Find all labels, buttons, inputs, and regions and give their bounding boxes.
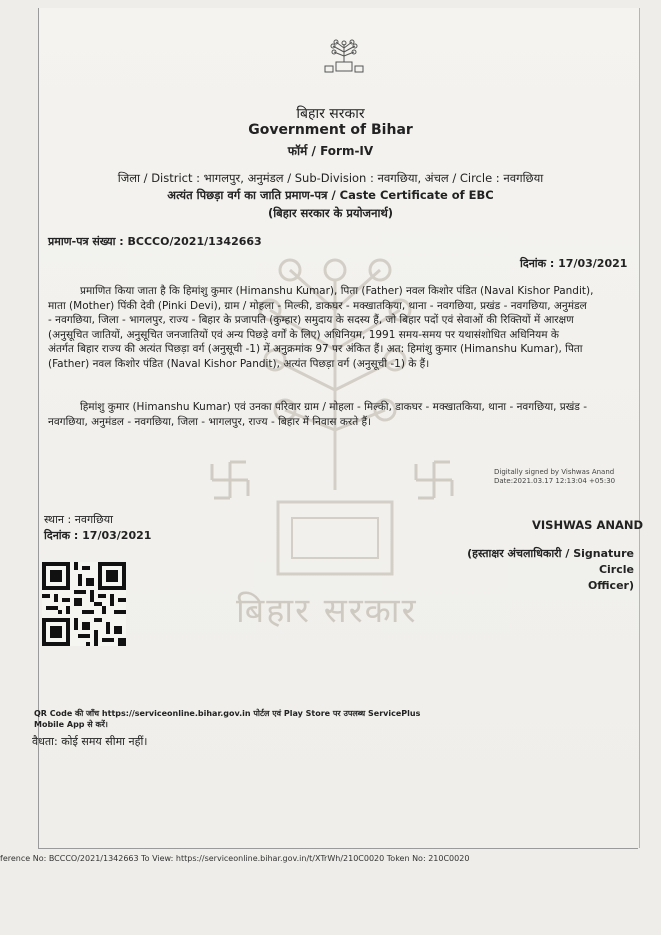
swastika-watermark-icon xyxy=(412,458,456,502)
place-label: स्थान : नवगछिया xyxy=(44,513,113,526)
designation-line: Officer) xyxy=(587,579,634,592)
paragraph-line: नवगछिया, अनुमंडल - नवगछिया, जिला - भागलपुर, राज्य - बिहार में निवास करते हैं। xyxy=(48,415,372,428)
designation-line: (हस्ताक्षर अंचलाधिकारी / Signature Circle xyxy=(467,547,634,576)
footer-divider xyxy=(38,848,638,849)
qr-code-icon xyxy=(42,562,126,646)
swastika-watermark-icon xyxy=(208,458,252,502)
digital-signature xyxy=(494,468,615,486)
gov-title-english: Government of Bihar xyxy=(248,122,413,138)
certificate-paragraph-1 xyxy=(48,284,638,371)
paragraph-line: (अनुसूचित जातियों, अनुसूचित जनजातियों एवं अन्य पिछड़े वर्गों के लिए) अधिनियम, 1991 समय-समय पर यथासंशोधित अधिनियम के xyxy=(48,328,559,341)
qr-note-line: QR Code की जाँच https://serviceonline.bihar.gov.in पोर्टल एवं Play Store पर उपलब्ध ServicePlus xyxy=(34,709,421,718)
certificate-number: प्रमाण-पत्र संख्या : BCCCO/2021/1342663 xyxy=(48,235,262,248)
gov-title-hindi: बिहार सरकार xyxy=(296,106,365,122)
qr-verification-note xyxy=(34,708,594,730)
qr-note-line: Mobile App से करें। xyxy=(34,720,108,729)
district-line: जिला / District : भागलपुर, अनुमंडल / Sub-Division : नवगछिया, अंचल / Circle : नवगछिया xyxy=(117,171,544,185)
issue-date-label: दिनांक : 17/03/2021 xyxy=(44,529,152,542)
paragraph-line: अंतर्गत बिहार राज्य की अत्यंत पिछड़ा वर्ग (अनुसूची -1) में अनुक्रमांक 97 पर अंकित हैं। अत: हिमांशु कुमार (Himanshu Kumar), पिता xyxy=(48,343,583,355)
certificate-title: अत्यंत पिछड़ा वर्ग का जाति प्रमाण-पत्र / Caste Certificate of EBC xyxy=(167,188,494,202)
signatory-designation xyxy=(430,546,634,594)
certificate-subtitle: (बिहार सरकार के प्रयोजनार्थ) xyxy=(267,206,394,220)
certificate-paragraph-2 xyxy=(48,400,638,429)
certificate-date: दिनांक : 17/03/2021 xyxy=(520,257,628,270)
paragraph-line: - नवगछिया, जिला - भागलपुर, राज्य - बिहार के प्रजापति (कुम्हार) समुदाय के सदस्य हैं, जो बिहार पदों एवं सेवाओं की रिक्तियों में आरक्षण xyxy=(48,314,574,326)
paragraph-line: (Father) नवल किशोर पंडित (Naval Kishor Pandit), अत्यंत पिछड़ा वर्ग (अनुसूची -1) के हैं। xyxy=(48,357,430,370)
paragraph-line: प्रमाणित किया जाता है कि हिमांशु कुमार (Himanshu Kumar), पिता (Father) नवल किशोर पंडित (Naval Kishor Pandit), xyxy=(80,285,594,297)
bihar-sarkar-watermark: बिहार सरकार xyxy=(236,591,418,631)
digital-signature-date: Date:2021.03.17 12:13:04 +05:30 xyxy=(494,477,616,485)
form-number: फॉर्म / Form-IV xyxy=(287,144,374,158)
paragraph-line: हिमांशु कुमार (Himanshu Kumar) एवं उनका परिवार ग्राम / मोहला - मिल्की, डाकघर - मक्खातकिया, थाना - नवगछिया, प्रखंड - xyxy=(80,401,588,413)
signatory-name: VISHWAS ANAND xyxy=(532,518,644,532)
paragraph-line: माता (Mother) पिंकी देवी (Pinki Devi), ग्राम / मोहला - मिल्की, डाकघर - मक्खातकिया, थाना - नवगछिया, प्रखंड - नवगछिया, अनुमंडल xyxy=(48,299,587,312)
digital-signature-line: Digitally signed by Vishwas Anand xyxy=(494,468,615,476)
bihar-emblem-icon xyxy=(322,38,366,78)
validity-note: वैधता: कोई समय सीमा नहीं। xyxy=(32,735,148,748)
reference-footer: ference No: BCCCO/2021/1342663 To View: https://serviceonline.bihar.gov.in/t/XTrWh/210C0020 Token No: 210C0020 xyxy=(0,854,470,863)
